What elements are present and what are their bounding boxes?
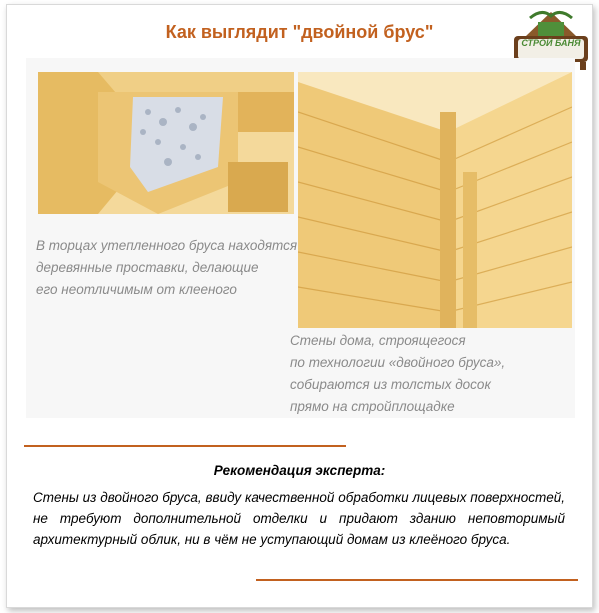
divider-bottom [256,579,578,581]
insulated-beam-photo [38,72,294,214]
expert-heading: Рекомендация эксперта: [213,463,386,478]
caption-right: Стены дома, строящегося по технологии «двойного бруса», собираются из толстых досок прямо на стройплощадке [290,333,506,414]
divider-top [24,445,346,447]
double-beam-walls-photo [298,72,572,328]
caption-left: В торцах утепленного бруса находятся деревянные проставки, делающие его неотличимым от клееного [36,238,298,297]
logo-text: СТРОЙ БАНЯ [521,38,581,48]
expert-text: Стены из двойного бруса, ввиду качественной обработки лицевых поверхностей, не требуют дополнительной отделки и придают зданию неповторимый архитектурный облик, ни в чём не уступающий домам из клеёного бруса. [33,490,565,547]
page-title: Как выглядит "двойной брус" [165,22,434,42]
